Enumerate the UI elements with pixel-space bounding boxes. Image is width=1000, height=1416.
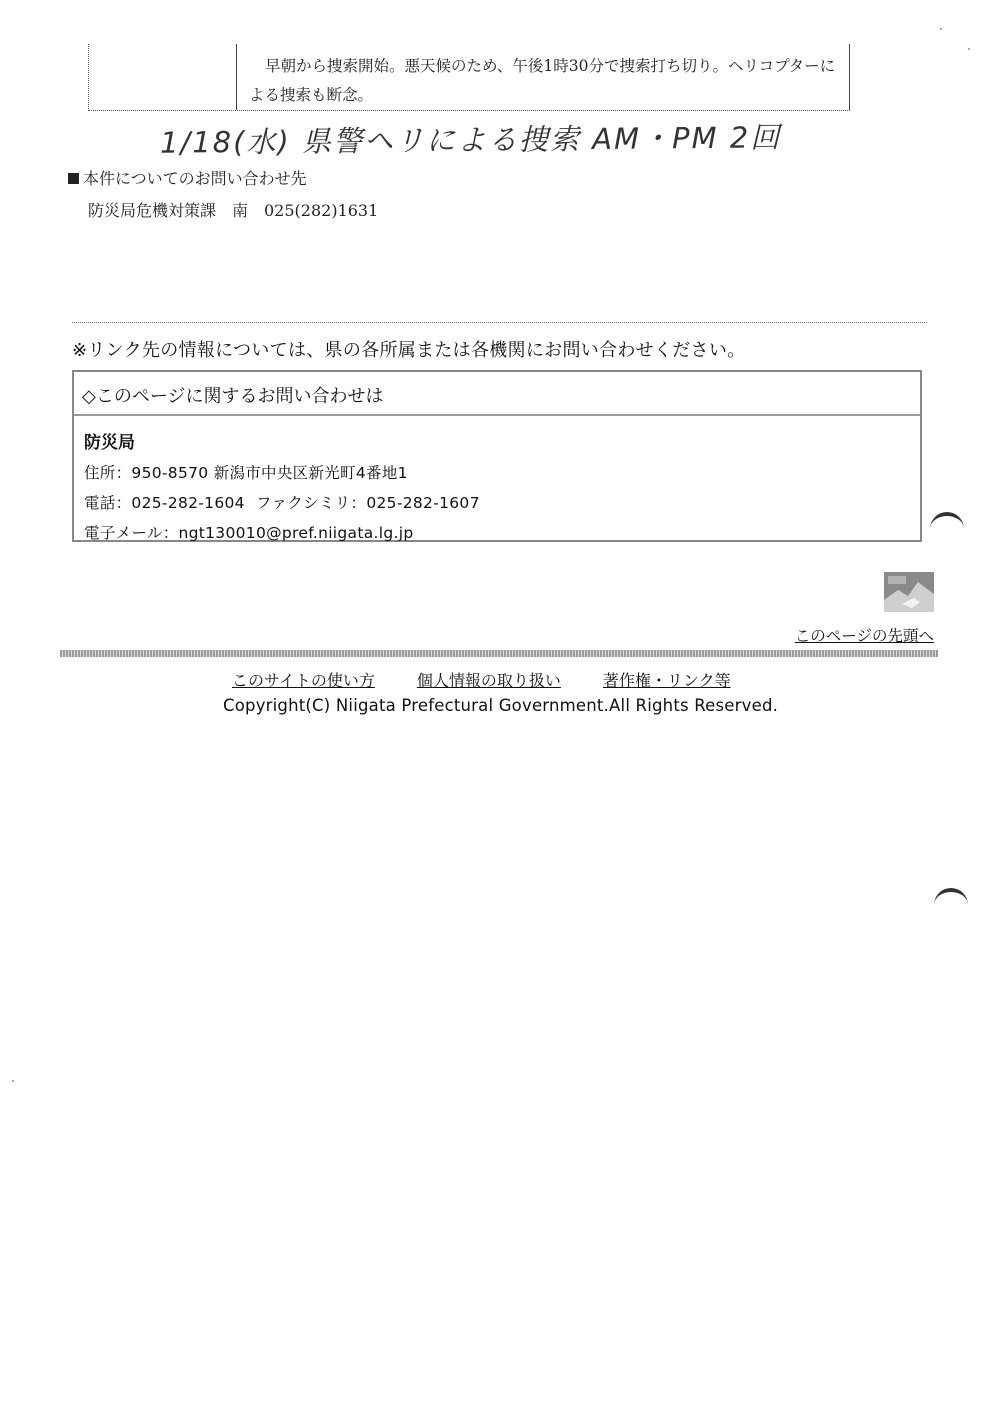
scan-speck <box>940 28 942 30</box>
phone-value: 025-282-1604 <box>131 494 245 512</box>
link-notice: ※リンク先の情報については、県の各所属または各機関にお問い合わせください。 <box>72 340 746 361</box>
contact-line: 防災局危機対策課 南 025(282)1631 <box>88 201 379 220</box>
phone-label: 電話： <box>84 494 132 512</box>
email-link[interactable]: ngt130010@pref.niigata.lg.jp <box>178 524 414 542</box>
table-cell-text: 早朝から捜索開始。悪天候のため、午後1時30分で捜索打ち切り。ヘリコプターによる捜索も断念。 <box>249 57 836 104</box>
copyright-text: Copyright(C) Niigata Prefectural Government.All Rights Reserved. <box>223 696 779 715</box>
email-label: 電子メール： <box>84 524 179 542</box>
footer-link-usage[interactable]: このサイトの使い方 <box>232 671 375 690</box>
inquiry-email-row <box>84 521 910 543</box>
inquiry-box <box>72 370 922 542</box>
inquiry-department: 防災局 <box>84 433 135 453</box>
scan-speck <box>968 48 970 50</box>
footer-link-privacy[interactable]: 個人情報の取り扱い <box>416 671 561 690</box>
address-label: 住所： <box>84 464 132 482</box>
inquiry-heading: ◇このページに関するお問い合わせは <box>74 372 920 416</box>
page-top-image-icon[interactable] <box>884 572 934 612</box>
table-fragment <box>88 44 850 111</box>
handwritten-note: 1/18(水) 県警ヘリによる捜索 AM・PM 2回 <box>159 120 782 160</box>
page-top-link[interactable]: このページの先頭へ <box>794 627 934 645</box>
square-bullet-icon <box>68 173 79 184</box>
footer-link-copyright[interactable]: 著作権・リンク等 <box>602 671 731 690</box>
punch-hole-icon <box>930 512 964 534</box>
section-divider <box>72 322 927 323</box>
fax-label: ファクシミリ： <box>256 494 367 512</box>
fax-value: 025-282-1607 <box>366 494 480 512</box>
inquiry-body <box>84 428 910 543</box>
inquiry-phone-row <box>84 491 910 513</box>
contact-heading <box>68 166 307 189</box>
address-value: 950-8570 新潟市中央区新光町4番地1 <box>131 464 408 482</box>
contact-heading-text: 本件についてのお問い合わせ先 <box>83 169 307 188</box>
inquiry-address-row <box>84 461 910 483</box>
footer-links <box>232 668 731 691</box>
scan-speck <box>12 1080 14 1082</box>
table-column-divider <box>236 44 237 110</box>
footer-divider <box>60 650 938 657</box>
punch-hole-icon <box>934 888 968 910</box>
